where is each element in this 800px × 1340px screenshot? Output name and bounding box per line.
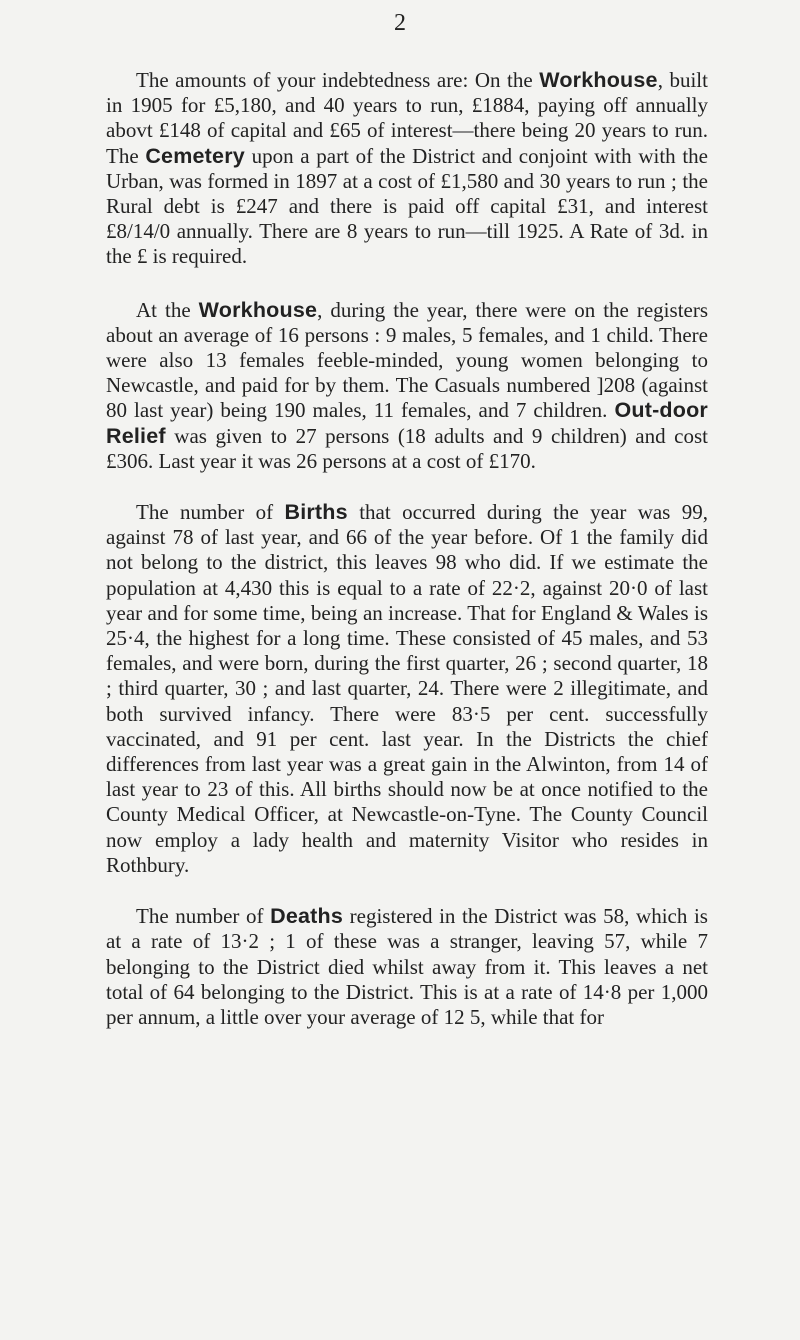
body-text: The amounts of your indebtedness are: On the (136, 68, 540, 92)
body-text: , during the year, there were on the registers about an average of 16 persons : 9 males, 5 females, and 1 child. There were also 13 females feeble-minded, young women belonging to Newcastle, and paid for by them. The Casuals numbered ]208 (against 80 last year) being 190 males, 11 females, and 7 children. (106, 297, 709, 423)
section-heading: Workhouse (198, 297, 318, 322)
page-number: 2 (394, 10, 406, 36)
paragraph-workhouse (106, 298, 708, 474)
section-heading: Cemetery (145, 143, 245, 168)
body-text: was given to 27 persons (18 adults and 9 children) and cost £306. Last year it was 26 persons at a cost of £170. (106, 423, 708, 473)
body-text: upon a part of the District and conjoint with with the Urban, was formed in 1897 at a cost of £1,580 and 30 years to run ; the Rural debt is £247 and there is paid off capital £31, and interest £8/14/0 annually. There are 8 years to run—till 1925. A Rate of 3d. in the £ is required. (106, 143, 708, 269)
document-body (106, 68, 708, 1030)
section-heading: Births (284, 500, 348, 525)
body-text: that occurred during the year was 99, against 78 of last year, and 66 of the year before. Of 1 the family did not belong to the district, this leaves 98 who did. If we estimate the population at 4,430 this is equal to a rate of 22·2, against 20·0 of last year and for some time, being an increase. That for England & Wales is 25·4, the highest for a long time. These consisted of 45 males, and 53 females, and were born, during the first quarter, 26 ; second quarter, 18 ; third quarter, 30 ; and last quarter, 24. There were 2 illegitimate, and both survived infancy. There were 83·5 per cent. successfully vaccinated, and 91 per cent. last year. In the Districts the chief differences from last year was a great gain in the Alwinton, from 14 of last year to 23 of this. All births should now be at once notified to the County Medical Officer, at Newcastle-on-Tyne. The County Council now employ a lady health and maternity Visitor who resides in Rothbury. (106, 500, 708, 877)
section-heading: Out-door Relief (106, 398, 708, 448)
body-text: , built in 1905 for £5,180, and 40 years to run, £1884, paying off annually abovt £148 of capital and £65 of interest—there being 20 years to run. The (106, 68, 708, 168)
paragraph-indebtedness (106, 68, 708, 270)
body-text: registered in the District was 58, which is at a rate of 13·2 ; 1 of these was a stranger, leaving 57, while 7 belonging to the District died whilst away from it. This leaves a net total of 64 belonging to the District. This is at a rate of 14·8 per 1,000 per annum, a little over your average of 12 5, while that for (106, 904, 708, 1029)
section-heading: Deaths (270, 904, 344, 929)
section-heading: Workhouse (539, 68, 658, 92)
paragraph-births (106, 500, 708, 878)
body-text: At the (136, 297, 199, 322)
body-text: The number of (136, 904, 271, 929)
paragraph-deaths (106, 904, 708, 1030)
body-text: The number of (136, 500, 285, 525)
